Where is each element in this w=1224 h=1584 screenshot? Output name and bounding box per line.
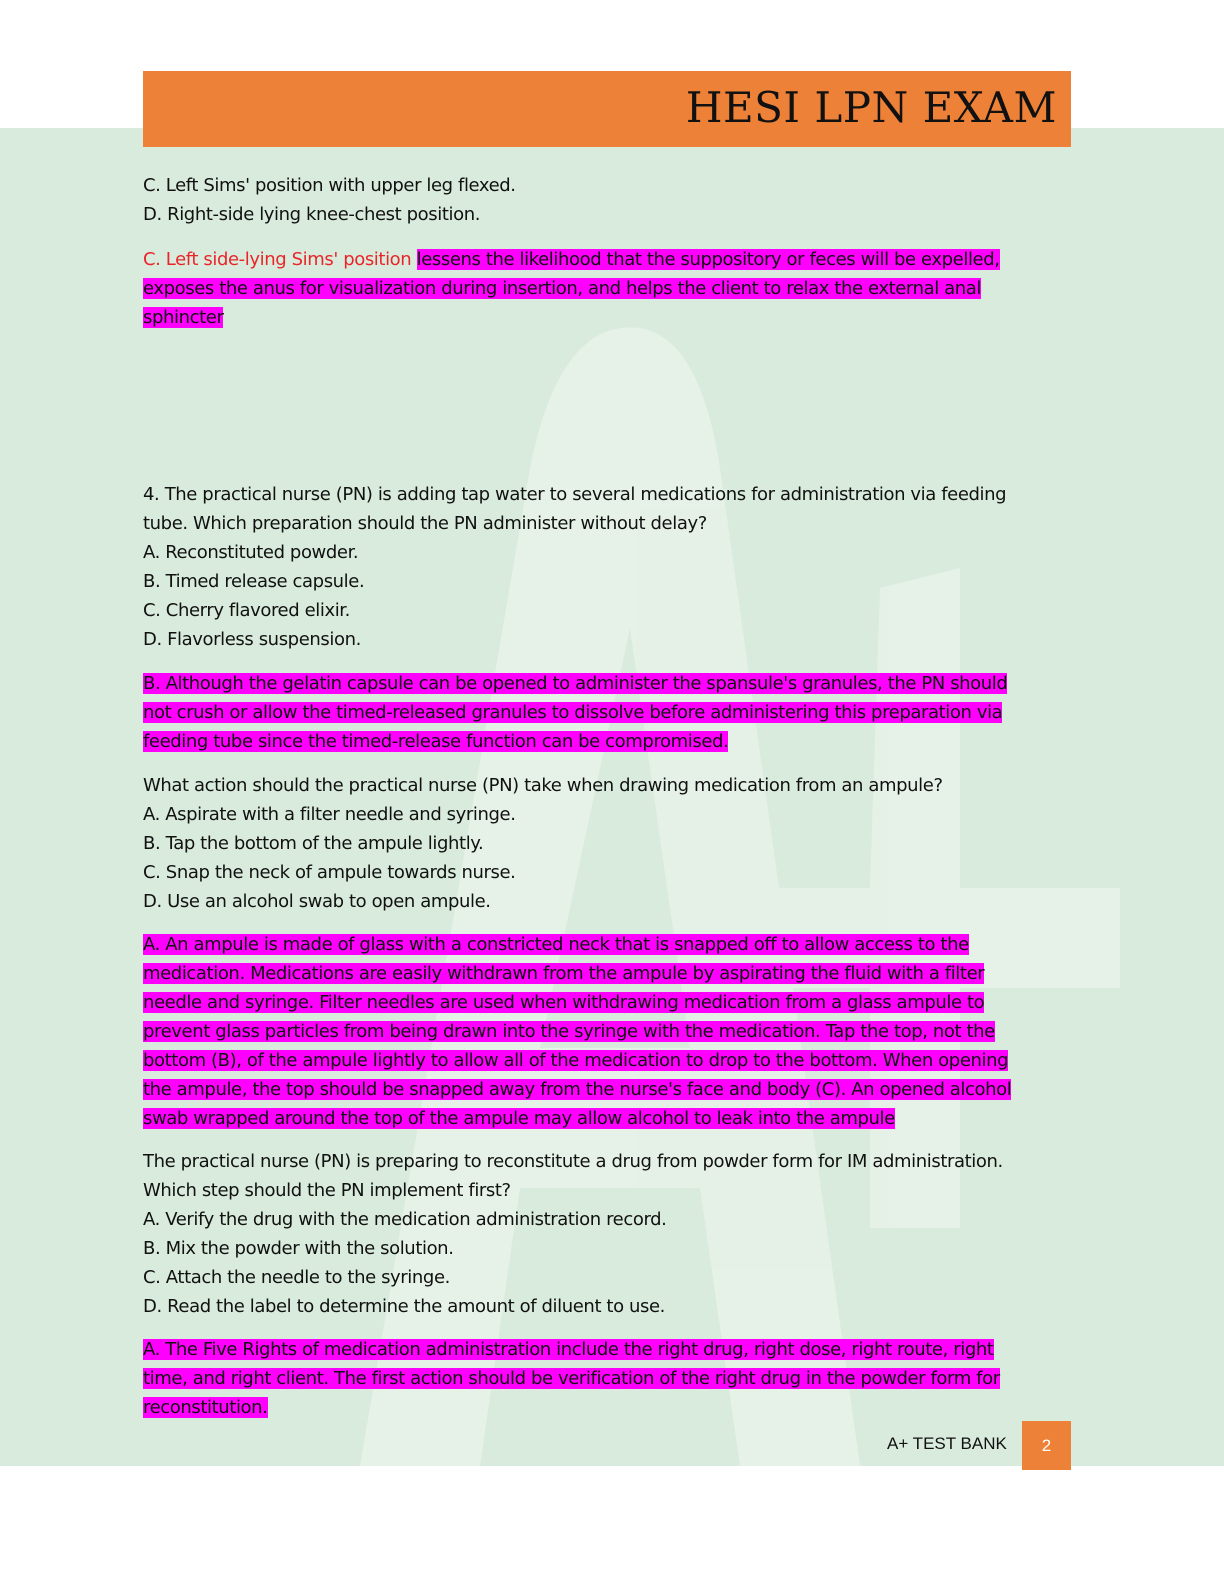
option-line: A. Verify the drug with the medication administration record. (143, 1209, 667, 1230)
option-line: D. Flavorless suspension. (143, 629, 361, 650)
answer-line (143, 728, 728, 756)
answer-line (143, 1105, 895, 1133)
answer-text: needle and syringe. Filter needles are used when withdrawing medication from a glass ampule to (143, 992, 985, 1013)
answer-text: bottom (B), of the ampule lightly to allow all of the medication to drop to the bottom. When opening (143, 1050, 1009, 1071)
answer-text: the ampule, the top should be snapped away from the nurse's face and body (C). An opened alcohol (143, 1079, 1012, 1100)
answer-line (143, 1047, 1008, 1075)
option-line: B. Mix the powder with the solution. (143, 1238, 454, 1259)
answer-line (143, 304, 223, 332)
answer-lead: C. Left side-lying Sims' position (143, 249, 412, 270)
page-title: HESI LPN EXAM (685, 83, 1057, 132)
answer-line (143, 960, 984, 988)
footer-label: A+ TEST BANK (887, 1434, 1007, 1453)
option-line: B. Tap the bottom of the ampule lightly. (143, 833, 484, 854)
answer-line (143, 246, 1000, 274)
answer-line (143, 989, 984, 1017)
answer-text: sphincter (143, 307, 224, 328)
question-line: What action should the practical nurse (PN) take when drawing medication from an ampule? (143, 775, 943, 796)
answer-text: A. An ampule is made of glass with a constricted neck that is snapped off to allow access to the (143, 934, 969, 955)
question-line: The practical nurse (PN) is preparing to reconstitute a drug from powder form for IM administration. (143, 1151, 1003, 1172)
answer-text: swab wrapped around the top of the ampule may allow alcohol to leak into the ampule (143, 1108, 895, 1129)
answer-text: exposes the anus for visualization during insertion, and helps the client to relax the external anal (143, 278, 982, 299)
answer-text: reconstitution. (143, 1397, 268, 1418)
question-line: Which step should the PN implement first? (143, 1180, 511, 1201)
option-line: D. Use an alcohol swab to open ampule. (143, 891, 491, 912)
option-line: C. Snap the neck of ampule towards nurse. (143, 862, 516, 883)
answer-text: not crush or allow the timed-released granules to dissolve before administering this preparation via (143, 702, 1003, 723)
answer-line (143, 1394, 268, 1422)
header-bar (143, 71, 1071, 147)
answer-text: prevent glass particles from being drawn into the syringe with the medication. Tap the top, not the (143, 1021, 995, 1042)
option-line: C. Left Sims' position with upper leg flexed. (143, 175, 516, 196)
question-line: 4. The practical nurse (PN) is adding tap water to several medications for administration via feeding (143, 484, 1007, 505)
question-line: tube. Which preparation should the PN administer without delay? (143, 513, 707, 534)
answer-line (143, 670, 1007, 698)
answer-line (143, 1365, 1000, 1393)
answer-line (143, 931, 969, 959)
answer-text: B. Although the gelatin capsule can be opened to administer the spansule's granules, the PN should (143, 673, 1008, 694)
answer-text: lessens the likelihood that the suppository or feces will be expelled, (416, 249, 1000, 270)
answer-text: medication. Medications are easily withdrawn from the ampule by aspirating the fluid with a filter (143, 963, 985, 984)
option-line: D. Read the label to determine the amount of diluent to use. (143, 1296, 665, 1317)
option-line: C. Attach the needle to the syringe. (143, 1267, 450, 1288)
answer-text: feeding tube since the timed-release function can be compromised. (143, 731, 729, 752)
answer-text: A. The Five Rights of medication administration include the right drug, right dose, right route, right (143, 1339, 994, 1360)
option-line: A. Reconstituted powder. (143, 542, 359, 563)
answer-line (143, 1336, 994, 1364)
answer-line (143, 699, 1002, 727)
answer-text: time, and right client. The first action should be verification of the right drug in the powder form for (143, 1368, 1000, 1389)
option-line: A. Aspirate with a filter needle and syringe. (143, 804, 516, 825)
answer-line (143, 1076, 1011, 1104)
option-line: D. Right-side lying knee-chest position. (143, 204, 481, 225)
option-line: C. Cherry flavored elixir. (143, 600, 350, 621)
option-line: B. Timed release capsule. (143, 571, 365, 592)
answer-line (143, 275, 981, 303)
answer-line (143, 1018, 995, 1046)
page-number: 2 (1022, 1421, 1071, 1470)
